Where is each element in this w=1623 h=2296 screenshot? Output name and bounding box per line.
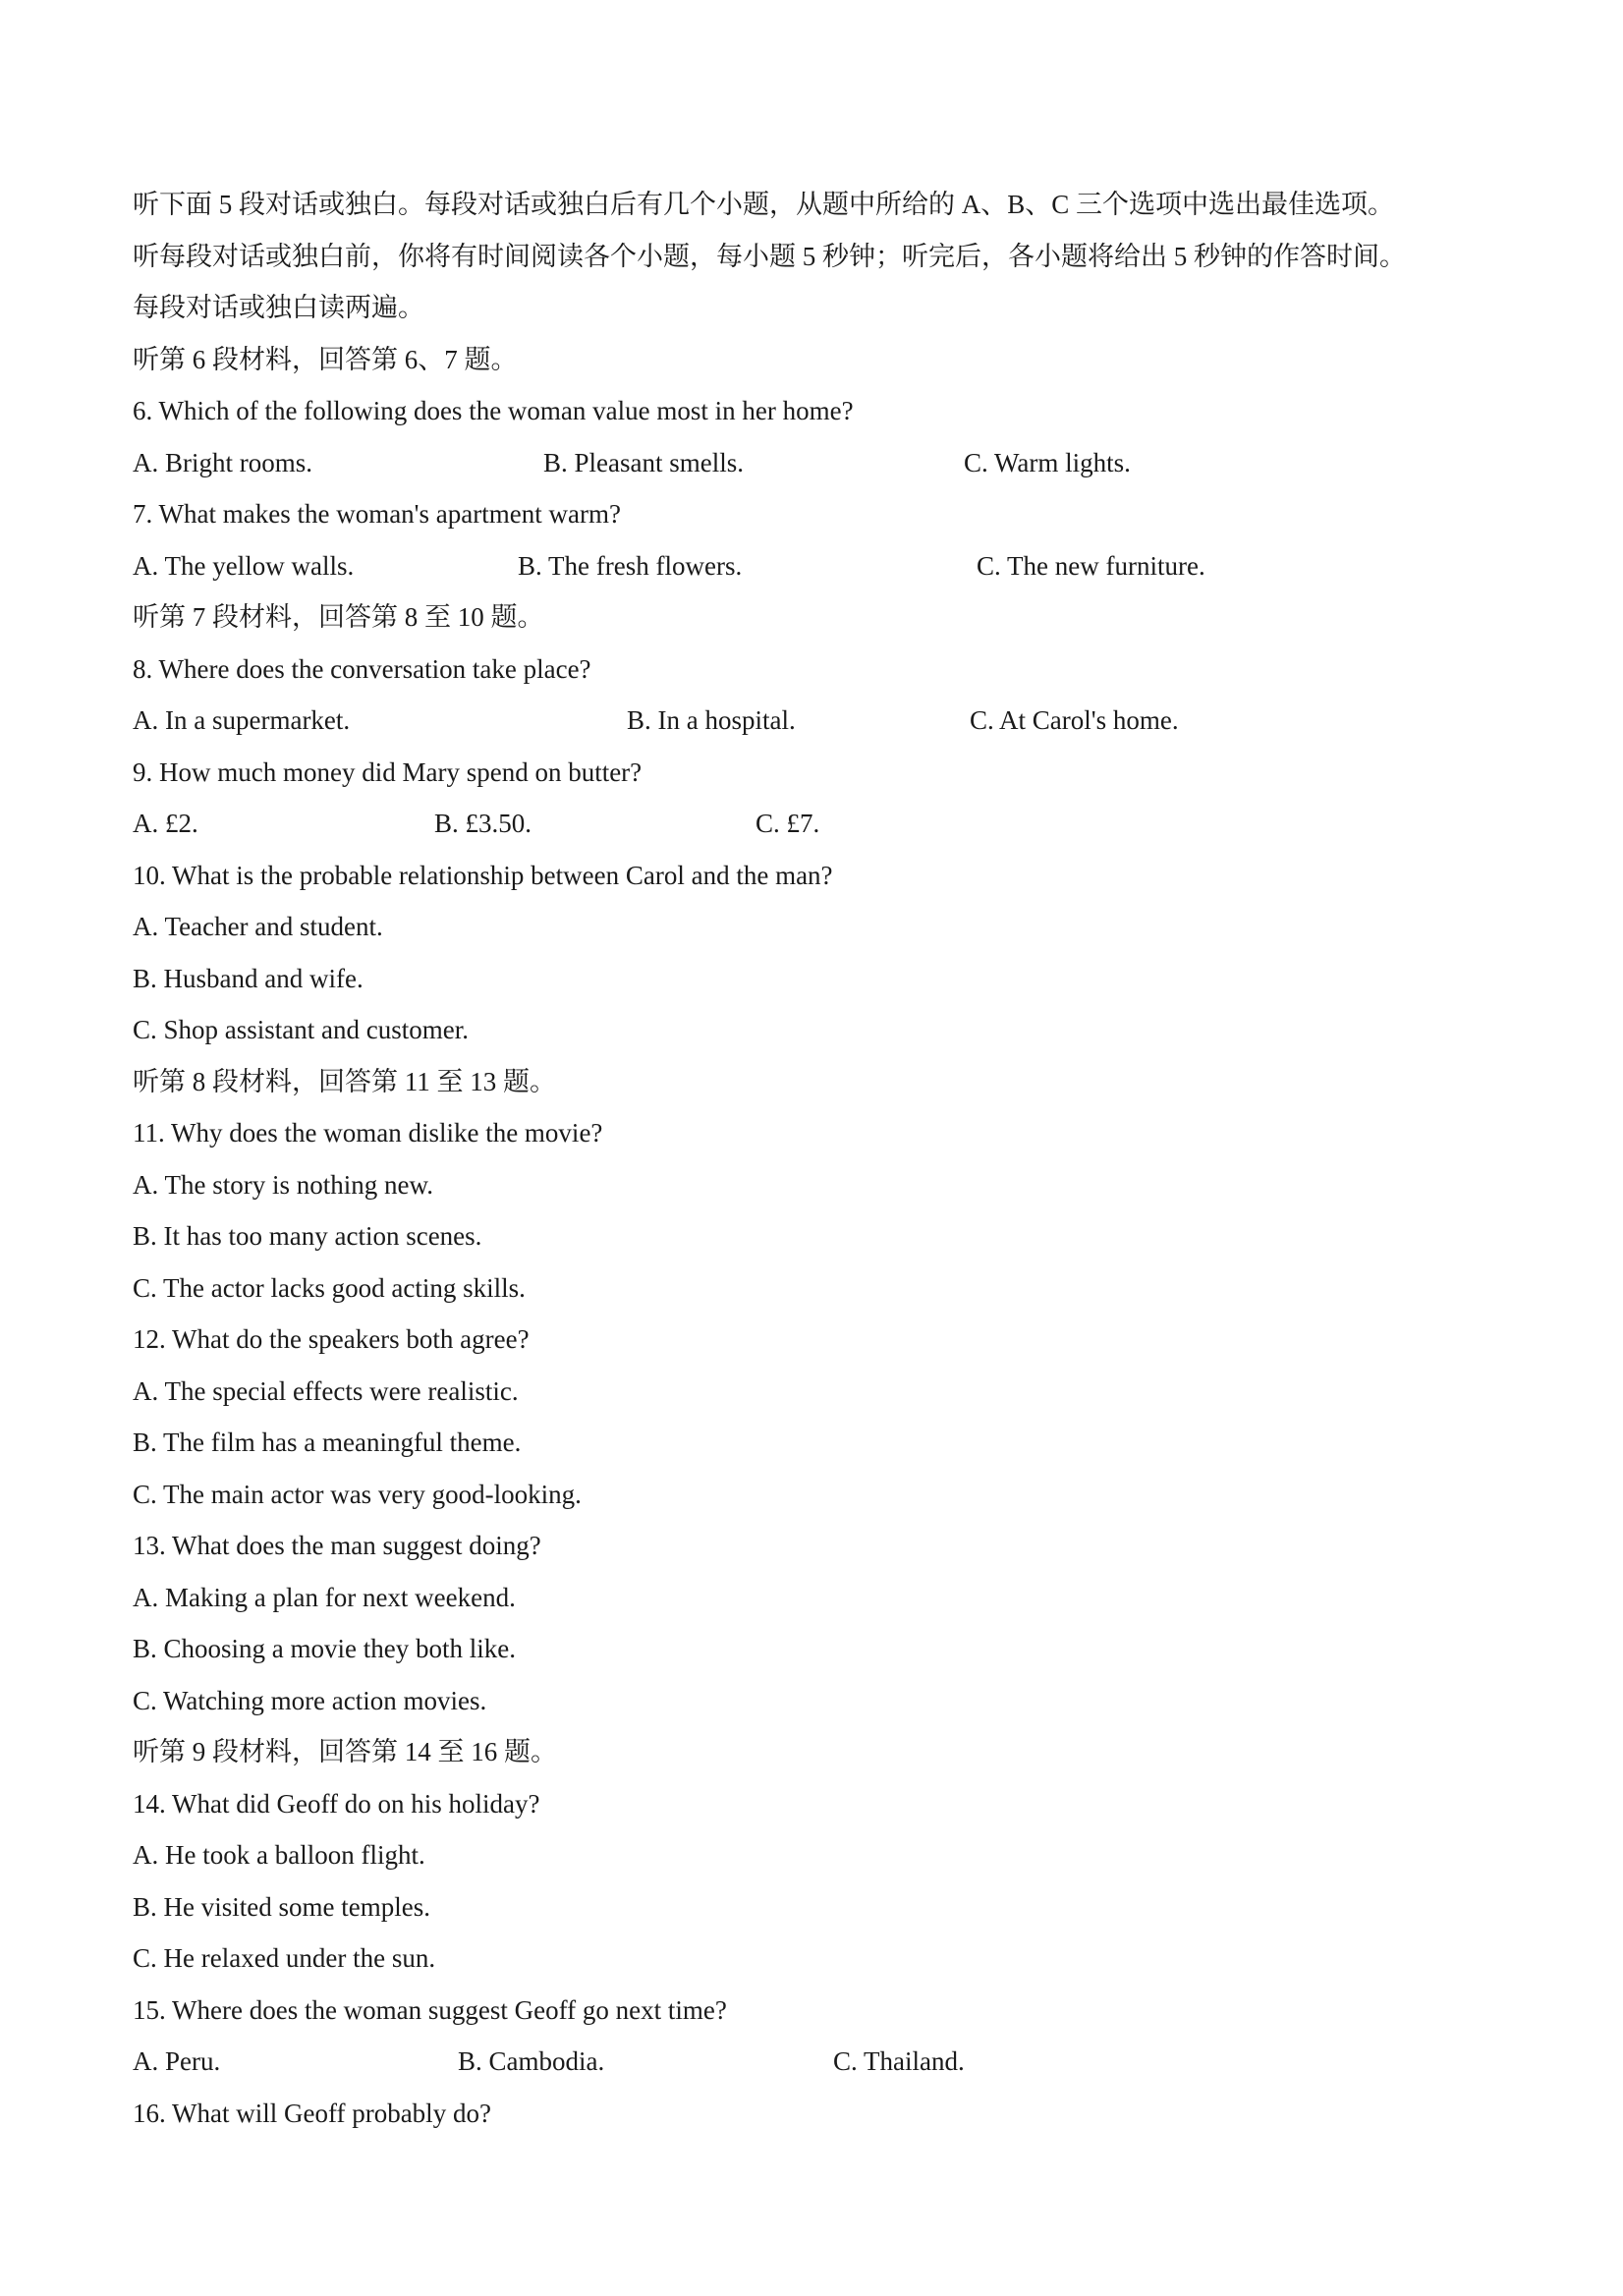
options-row-8	[133, 695, 1508, 747]
option-b: B. The fresh flowers.	[518, 550, 743, 581]
option-b: B. Choosing a movie they both like.	[133, 1634, 516, 1663]
options-row-15	[133, 2036, 1508, 2088]
option-a: A. The story is nothing new.	[133, 1169, 433, 1200]
instruction-line-1: 听下面 5 段对话或独白。每段对话或独白后有几个小题，从题中所给的 A、B、C 三个选项中选出最佳选项。	[133, 190, 1395, 219]
question-stem-16: 16. What will Geoff probably do?	[133, 2098, 491, 2128]
section-heading-9: 听第 9 段材料，回答第 14 至 16 题。	[133, 1737, 557, 1766]
option-c: C. At Carol's home.	[970, 705, 1179, 735]
section-heading-8: 听第 8 段材料，回答第 11 至 13 题。	[133, 1066, 556, 1096]
options-row-6	[133, 437, 1508, 489]
option-a: A. £2.	[133, 809, 198, 838]
option-c: C. Thailand.	[833, 2046, 965, 2076]
option-c: C. Warm lights.	[964, 447, 1131, 477]
exam-page	[133, 179, 1508, 2139]
option-b: B. Husband and wife.	[133, 963, 364, 993]
option-a: A. Bright rooms.	[133, 447, 313, 477]
question-stem-10: 10. What is the probable relationship between Carol and the man?	[133, 860, 833, 890]
option-c: C. Shop assistant and customer.	[133, 1015, 469, 1044]
section-heading-7: 听第 7 段材料，回答第 8 至 10 题。	[133, 602, 544, 632]
option-c: C. He relaxed under the sun.	[133, 1943, 436, 1973]
option-c: C. £7.	[756, 809, 820, 838]
option-c: C. The new furniture.	[977, 550, 1205, 581]
option-c: C. Watching more action movies.	[133, 1685, 487, 1715]
instruction-line-3: 每段对话或独白读两遍。	[133, 293, 424, 322]
question-stem-6: 6. Which of the following does the woman value most in her home?	[133, 396, 854, 425]
question-stem-9: 9. How much money did Mary spend on butter?	[133, 756, 643, 787]
instruction-line-2: 听每段对话或独白前，你将有时间阅读各个小题，每小题 5 秒钟；听完后，各小题将给出 5 秒钟的作答时间。	[133, 241, 1406, 271]
option-b: B. He visited some temples.	[133, 1891, 430, 1922]
question-stem-14: 14. What did Geoff do on his holiday?	[133, 1788, 540, 1819]
option-b: B. Pleasant smells.	[543, 447, 744, 477]
option-b: B. It has too many action scenes.	[133, 1221, 482, 1251]
option-a: A. Teacher and student.	[133, 912, 383, 941]
option-c: C. The actor lacks good acting skills.	[133, 1272, 526, 1303]
options-row-7	[133, 540, 1508, 592]
question-stem-7: 7. What makes the woman's apartment warm?	[133, 499, 621, 529]
option-a: A. Peru.	[133, 2046, 221, 2076]
option-a: A. He took a balloon flight.	[133, 1840, 425, 1870]
option-b: B. Cambodia.	[458, 2046, 605, 2076]
option-a: A. The special effects were realistic.	[133, 1375, 519, 1406]
option-b: B. The film has a meaningful theme.	[133, 1428, 522, 1457]
question-stem-13: 13. What does the man suggest doing?	[133, 1531, 541, 1560]
option-a: A. In a supermarket.	[133, 705, 351, 735]
option-a: A. The yellow walls.	[133, 550, 355, 581]
option-a: A. Making a plan for next weekend.	[133, 1582, 516, 1612]
option-b: B. £3.50.	[434, 809, 532, 838]
question-stem-15: 15. Where does the woman suggest Geoff go next time?	[133, 1994, 727, 2025]
option-c: C. The main actor was very good-looking.	[133, 1479, 582, 1509]
question-stem-11: 11. Why does the woman dislike the movie?	[133, 1118, 603, 1148]
question-stem-8: 8. Where does the conversation take place?	[133, 653, 591, 684]
question-stem-12: 12. What do the speakers both agree?	[133, 1324, 530, 1354]
option-b: B. In a hospital.	[627, 705, 796, 735]
options-row-9	[133, 798, 1508, 850]
section-heading-6: 听第 6 段材料，回答第 6、7 题。	[133, 344, 518, 374]
